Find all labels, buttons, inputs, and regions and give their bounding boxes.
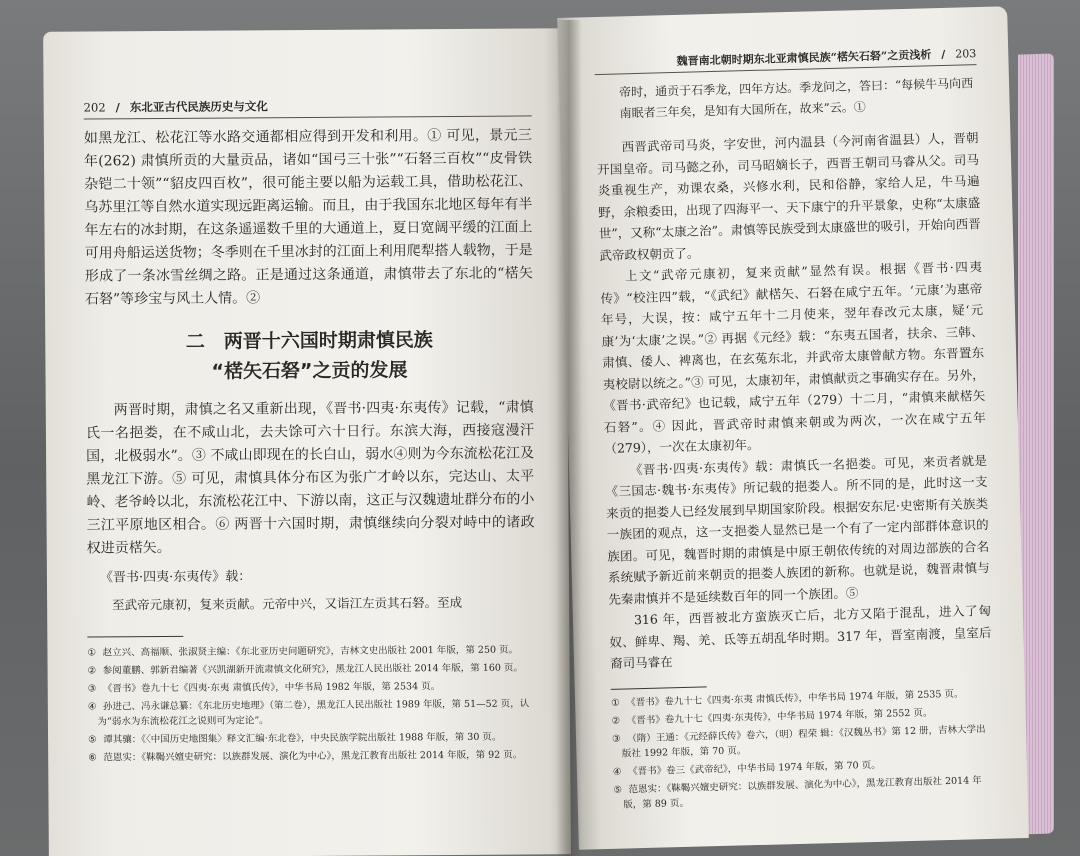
right-paragraph-2: 上文“武帝元康初，复来贡献”显然有误。根据《晋书·四夷传》“校注四”载，“《武纪》献楛矢、石砮在咸宁五年。‘元康’为惠帝年号，大误，按：咸宁五年十二月使来，翌年春改元太康，疑‘元康’为‘太康’之误。”② 再据《元经》载：“东夷五国者，扶余、三韩、肃慎、倭人、裨离也，在玄菟东北，并武帝太康曾献方物。东晋置东夷校尉以统之。”③ 可见，太康初年，肃慎献贡之事确实存在。另外，《晋书·武帝纪》也记载，咸宁五年（279）十二月，“肃慎来献楛矢石砮”。④ 因此，晋武帝时肃慎来朝或为两次，一次在咸宁五年（279），一次在太康初年。 — [600, 259, 986, 456]
footnote-text: 《晋书》卷九十七《四夷·东夷传》，中华书局 1974 年版，第 2552 页。 — [626, 706, 933, 726]
footnote-text: 谭其骧：《〈中国历史地图集〉释文汇编·东北卷》，中央民族学院出版社 1988 年版，第 30 页。 — [103, 731, 502, 746]
footnote-text: 范恩实：《靺鞨兴嬗史研究：以族群发展、演化为中心》，黑龙江教育出版社 2014 年版，第 89 页。 — [623, 774, 982, 811]
footnote-mark: ② — [611, 715, 621, 727]
right-paragraph-1: 西晋武帝司马炎，字安世，河内温县（今河南省温县）人，晋朝开国皇帝。司马懿之孙，司马昭嫡长子，西晋王朝司马睿从父。司马炎重视生产，劝课农桑，兴修水利，民和俗静，家给人足，牛马遍野，余粮委田，出现了四海平一、天下康宁的升平景象，史称“太康盛世”，又称“太康之治”。肃慎等民族受到太康盛世的吸引，开始向西晋武帝政权朝贡了。 — [596, 130, 981, 263]
footnote-text: 孙进己、冯永谦总纂：《东北历史地理》（第二卷），黑龙江人民出版社 1989 年版，第 51—52 页，认为“弱水为东流松花江之说则可为定论”。 — [97, 698, 530, 728]
footnote — [88, 696, 536, 729]
footnote-mark: ① — [87, 647, 97, 659]
book-gutter-shadow — [556, 20, 582, 856]
footnote-mark: ② — [87, 665, 97, 677]
left-footnote-rule — [87, 636, 183, 638]
footnote-mark: ④ — [612, 766, 622, 778]
right-block-quote: 帝时，通贡于石季龙，四年方达。季龙问之，答曰：“每候牛马向西南眠者三年矣，是知有大国所在，故来”云。① — [618, 76, 974, 121]
right-page — [557, 6, 1029, 849]
footnote-mark: ④ — [87, 701, 97, 713]
left-paragraph-2: 两晋时期，肃慎之名又重新出现，《晋书·四夷·东夷传》记载，“肃慎氏一名挹娄，在不咸山北，去夫馀可六十日行。东滨大海，西接寇漫汗国，北极弱水”。③ 不咸山即现在的长白山，弱水④则为今东流松花江及黑龙江下游。⑤ 可见，肃慎具体分布区为张广才岭以东，完达山、太平岭、老爷岭以北，东流松花江中、下游以南，这正与汉魏遗址群分布的小三江平原地区相合。⑥ 两晋十六国时期，肃慎继续向分裂对峙中的诸政权进贡楛矢。 — [85, 399, 535, 557]
left-page-number: 202 — [83, 100, 106, 115]
right-running-head — [594, 45, 976, 75]
footnote-mark: ⑥ — [88, 752, 97, 764]
right-footnote-rule — [611, 686, 707, 690]
footnote — [613, 772, 996, 812]
footnote-text: 范恩实：《靺鞨兴嬗史研究：以族群发展、演化为中心》，黑龙江教育出版社 2014 年版，第 92 页。 — [103, 749, 523, 764]
left-running-title: 东北亚古代民族历史与文化 — [129, 99, 268, 115]
right-paragraph-3: 《晋书·四夷·东夷传》载：肃慎氏一名挹娄。可见，来贡者就是《三国志·魏书·东夷传》所记载的挹娄人。所不同的是，此时这一支来贡的挹娄人已经发展到早期国家阶段。根据安东尼·史密斯有关族类一族团的观点，这一支挹娄人显然已是一个有了一定内部群体意识的族团。可见，魏晋时期的肃慎是中原王朝依传统的对周边部族的合名系统赋予新近前来朝贡的挹娄人族团的新称。也就是说，魏晋肃慎与先秦肃慎并不是延续数百年的同一个族团。⑤ — [605, 452, 990, 607]
left-block-quote: 至武帝元康初，复来贡献。元帝中兴，又诣江左贡其石砮。至成 — [112, 594, 463, 613]
footnote-text: 《晋书》卷三《武帝纪》，中华书局 1974 年版，第 70 页。 — [627, 759, 881, 777]
footnote-mark: ⑤ — [88, 734, 97, 746]
footnote-mark: ① — [610, 697, 620, 709]
left-page — [43, 28, 571, 856]
footnote-mark: ⑤ — [613, 784, 623, 796]
left-footnotes — [87, 642, 536, 765]
left-head-separator: / — [115, 100, 120, 115]
left-paragraph-1: 如黑龙江、松花江等水路交通都相应得到开发和利用。① 可见，景元三年(262) 肃慎所贡的大量贡品，诸如“国弓三十张”“石砮三百枚”“皮骨铁杂铠二十领”“貂皮四百枚”，很可能主要以船为运载工具，借助松花江、乌苏里江等自然水道实现远距离运输。而且，由于我国东北地区每年有半年左右的冰封期，在这条遥遥数千里的大通道上，夏日宽阔平缓的江面上可用舟船运送货物；冬季则在千里冰封的江面上利用爬犁搭人载物，于是形成了一条冰雪丝绸之路。正是通过这条通道，肃慎带去了东北的“楛矢石砮”等珍宝与风土人情。② — [83, 127, 533, 308]
footnote — [88, 729, 536, 747]
footnote-text: 《晋书》卷九十七《四夷·东夷 肃慎氏传》，中华书局 1982 年版，第 2534 页。 — [102, 681, 441, 695]
footnote-text: 赵立兴、高福顺、张淑贤主编：《东北亚历史问题研究》，吉林文史出版社 2001 年版，第 250 页。 — [102, 644, 519, 659]
right-page-number: 203 — [955, 47, 977, 61]
right-head-separator: / — [941, 47, 946, 61]
footnote — [87, 642, 535, 660]
right-footnotes — [611, 685, 996, 812]
footnote-mark: ③ — [87, 683, 97, 695]
left-running-head — [84, 96, 532, 119]
right-running-title: 魏晋南北朝时期东北亚肃慎民族“楛矢石砮”之贡浅析 — [676, 48, 932, 68]
footnote-text: 《晋书》卷九十七《四夷·东夷 肃慎氏传》，中华书局 1974 年版，第 2535 页。 — [626, 688, 964, 708]
footnote-text: 参阅董鹏、郭新君编著《兴凯湖新开流肃慎文化研究》，黑龙江人民出版社 2014 年版，第 160 页。 — [102, 662, 523, 677]
left-citation-intro: 《晋书·四夷·东夷传》载： — [99, 569, 252, 586]
right-paragraph-4: 316 年，西晋被北方蛮族灭亡后，北方又陷于混乱，进入了匈奴、鲜卑、羯、羌、氐等五胡乱华时期。317 年，晋室南渡，皇室后裔司马睿在 — [609, 602, 992, 671]
section-heading-line-2: “楛矢石砮”之贡的发展 — [211, 359, 408, 383]
footnote — [88, 747, 536, 765]
footnote-mark: ③ — [611, 733, 621, 745]
footnote-text: （隋）王通：《元经薛氏传》卷六，（明）程荣 辑：《汉魏丛书》第 12 册，吉林大学出版社 1992 年版，第 70 页。 — [621, 723, 986, 760]
section-heading-line-1: 二 两晋十六国时期肃慎民族 — [185, 329, 433, 353]
section-heading — [85, 324, 533, 387]
footnote — [88, 660, 536, 678]
footnote — [88, 678, 536, 696]
